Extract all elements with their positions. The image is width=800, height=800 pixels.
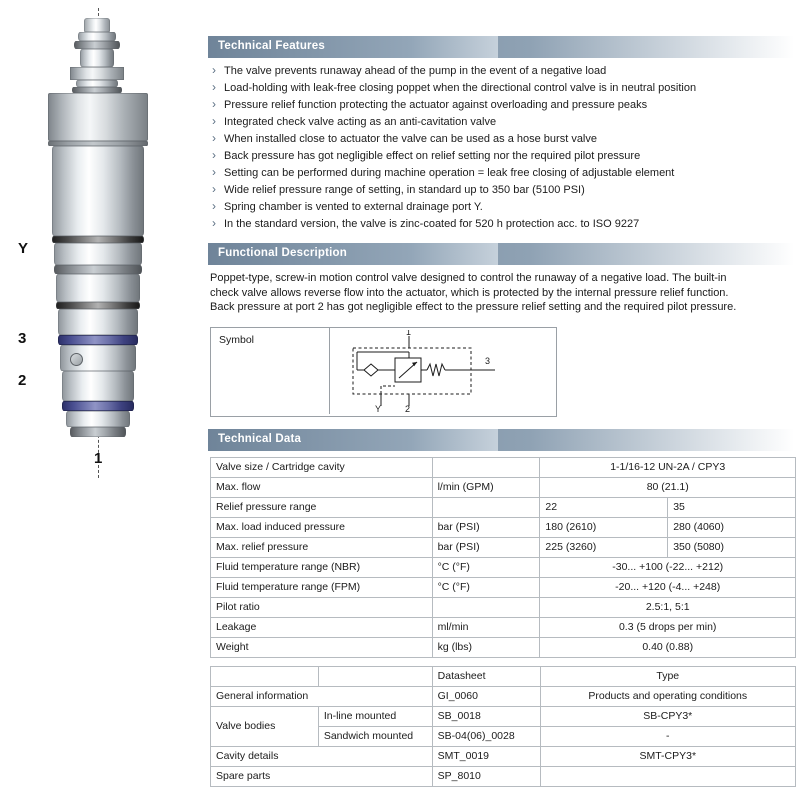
cell-empty	[211, 666, 319, 686]
symbol-box	[210, 327, 557, 417]
cell-label: Weight	[211, 637, 433, 657]
cell-unit: kg (lbs)	[432, 637, 540, 657]
upper-stem	[80, 49, 114, 67]
cell-type	[540, 766, 795, 786]
symbol-port-1-label: 1	[406, 329, 412, 337]
cell-unit: °C (°F)	[432, 557, 540, 577]
cell-label: Spare parts	[211, 766, 433, 786]
table-row	[211, 597, 796, 617]
table-row	[211, 517, 796, 537]
section-header-technical-features	[208, 36, 794, 58]
list-item: › Setting can be performed during machine operation = leak free closing of adjustable element	[210, 166, 794, 180]
product-drawing-column	[0, 0, 200, 800]
cell-value: -30... +100 (-22... +212)	[540, 557, 796, 577]
list-item: › Wide relief pressure range of setting, in standard up to 350 bar (5100 PSI)	[210, 183, 794, 197]
port-label-1: 1	[94, 450, 103, 467]
port-y-groove	[54, 265, 142, 274]
cell-value: 350 (5080)	[668, 537, 796, 557]
table-header-row	[211, 666, 796, 686]
cell-datasheet: SB_0018	[432, 706, 540, 726]
cell-value: 180 (2610)	[540, 517, 668, 537]
section-title: Functional Description	[218, 247, 347, 259]
cell-datasheet: SMT_0019	[432, 746, 540, 766]
table-gap	[208, 658, 794, 666]
cell-sublabel: Sandwich mounted	[318, 726, 432, 746]
cell-label: Max. relief pressure	[211, 537, 433, 557]
cell-type: SB-CPY3*	[540, 706, 795, 726]
cell-datasheet: SP_8010	[432, 766, 540, 786]
cartridge-valve-drawing	[18, 8, 188, 488]
table-row	[211, 706, 796, 726]
cell-unit: l/min (GPM)	[432, 477, 540, 497]
cell-label: Relief pressure range	[211, 497, 433, 517]
wrench-hex-body	[48, 93, 148, 141]
table-row	[211, 686, 796, 706]
column-header-datasheet: Datasheet	[432, 666, 540, 686]
upper-shoulder	[76, 80, 118, 87]
cell-value: 0.40 (0.88)	[540, 637, 796, 657]
thread-section	[58, 309, 138, 335]
list-item: › Integrated check valve acting as an anti-cavitation valve	[210, 115, 794, 129]
cell-datasheet: SB-04(06)_0028	[432, 726, 540, 746]
cell-unit	[432, 497, 540, 517]
valve-body-illustration	[36, 18, 160, 468]
mid-land	[56, 274, 140, 302]
cell-value: 22	[540, 497, 668, 517]
table-row	[211, 557, 796, 577]
cell-value: 80 (21.1)	[540, 477, 796, 497]
cell-unit: ml/min	[432, 617, 540, 637]
port-hole-detail	[70, 353, 83, 366]
hex-adjust-nut	[70, 67, 124, 80]
nose-tip	[70, 427, 126, 437]
cell-label: Leakage	[211, 617, 433, 637]
port-label-y: Y	[18, 240, 29, 257]
o-ring-upper	[52, 236, 144, 243]
cell-label: Max. flow	[211, 477, 433, 497]
list-item: › Load-holding with leak-free closing poppet when the directional control valve is in neutral position	[210, 81, 794, 95]
cell-unit	[432, 597, 540, 617]
top-collar	[78, 32, 116, 41]
cell-label: General information	[211, 686, 433, 706]
cell-label: Max. load induced pressure	[211, 517, 433, 537]
backup-ring-3	[58, 335, 138, 345]
adjustment-screw	[84, 18, 110, 32]
section-title: Technical Features	[218, 40, 325, 52]
cell-label: Pilot ratio	[211, 597, 433, 617]
column-header-type: Type	[540, 666, 795, 686]
symbol-port-y-label: Y	[375, 403, 382, 414]
cell-type: SMT-CPY3*	[540, 746, 795, 766]
nose-section	[66, 411, 130, 427]
list-item: › Spring chamber is vented to external drainage port Y.	[210, 200, 794, 214]
documents-table	[210, 666, 796, 787]
cell-value: 1-1/16-12 UN-2A / CPY3	[540, 457, 796, 477]
description-line: Back pressure at port 2 has got negligible effect to the pressure relief setting and the required pilot pressure.	[210, 301, 737, 313]
cell-unit: bar (PSI)	[432, 537, 540, 557]
cell-type: Products and operating conditions	[540, 686, 795, 706]
list-item: › In the standard version, the valve is zinc-coated for 520 h protection acc. to ISO 9227	[210, 217, 794, 231]
functional-description-text	[210, 271, 792, 315]
list-item: › Back pressure has got negligible effect on relief setting nor the required pilot pressure	[210, 149, 794, 163]
cell-value: 2.5:1, 5:1	[540, 597, 796, 617]
symbol-box-divider	[329, 328, 330, 414]
lock-nut	[74, 41, 120, 49]
cell-label: Fluid temperature range (FPM)	[211, 577, 433, 597]
cell-value: 225 (3260)	[540, 537, 668, 557]
valve-barrel-upper	[52, 146, 144, 236]
cell-label: Cavity details	[211, 746, 433, 766]
table-row	[211, 457, 796, 477]
symbol-port-2-label: 2	[405, 403, 411, 414]
content-column	[208, 0, 794, 787]
cell-unit	[432, 457, 540, 477]
hydraulic-symbol-diagram	[335, 330, 551, 414]
table-row	[211, 617, 796, 637]
o-ring-mid	[56, 302, 140, 309]
cell-empty	[318, 666, 432, 686]
list-item: › The valve prevents runaway ahead of the pump in the event of a negative load	[210, 64, 794, 78]
backup-ring-2	[62, 401, 134, 411]
technical-features-list	[208, 64, 794, 231]
table-row	[211, 577, 796, 597]
cell-value: 35	[668, 497, 796, 517]
cell-label: Valve bodies	[211, 706, 319, 746]
cell-type: -	[540, 726, 795, 746]
port-y-land	[54, 243, 142, 265]
list-item: › Pressure relief function protecting the actuator against overloading and pressure peaks	[210, 98, 794, 112]
table-row	[211, 637, 796, 657]
section-header-technical-data	[208, 429, 794, 451]
cell-unit: °C (°F)	[432, 577, 540, 597]
table-row	[211, 537, 796, 557]
table-row	[211, 477, 796, 497]
port-label-2: 2	[18, 372, 27, 389]
section-title: Technical Data	[218, 432, 302, 445]
technical-data-table	[210, 457, 796, 658]
cell-value: 280 (4060)	[668, 517, 796, 537]
table-row	[211, 497, 796, 517]
cell-value: -20... +120 (-4... +248)	[540, 577, 796, 597]
symbol-port-3-label: 3	[485, 355, 491, 366]
description-line: check valve allows reverse flow into the actuator, which is protected by the internal pressure relief function.	[210, 286, 729, 299]
cell-sublabel: In-line mounted	[318, 706, 432, 726]
table-row	[211, 746, 796, 766]
description-line: Poppet-type, screw-in motion control valve designed to control the runaway of a negative load. The built-in	[210, 272, 727, 284]
port-label-3: 3	[18, 330, 27, 347]
symbol-label: Symbol	[219, 333, 255, 346]
cell-label: Valve size / Cartridge cavity	[211, 457, 433, 477]
port-2-land	[62, 371, 134, 401]
list-item: › When installed close to actuator the valve can be used as a hose burst valve	[210, 132, 794, 146]
cell-unit: bar (PSI)	[432, 517, 540, 537]
cell-label: Fluid temperature range (NBR)	[211, 557, 433, 577]
cell-value: 0.3 (5 drops per min)	[540, 617, 796, 637]
section-header-functional-description	[208, 243, 794, 265]
table-row	[211, 766, 796, 786]
cell-datasheet: GI_0060	[432, 686, 540, 706]
